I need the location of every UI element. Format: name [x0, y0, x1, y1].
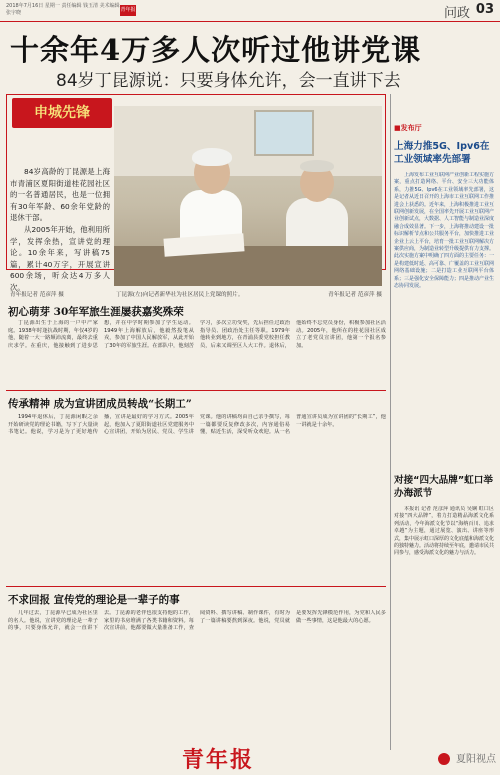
page-header	[0, 0, 500, 22]
photo-window	[254, 110, 314, 156]
section-body-3: 几年过去，丁昆源早已成为社区里的名人。他说，宣讲党的理论是一辈子的事，只要身体允许，就会一直讲下去。丁昆源的老伴也很支持他的工作，家里的书房堆满了各类书籍和资料。每次宣讲前，他都要做大量准备工作，查阅资料、撰写讲稿、制作课件，有时为了一篇讲稿要熬到深夜。他说，党员就是要发挥先锋模范作用，为党和人民多做一些事情，这是他最大的心愿。	[8, 610, 386, 632]
photo-credit: 青年报记者 范彦萍 摄	[328, 292, 382, 298]
photo-caption	[116, 290, 382, 298]
lede-paragraph: 84岁高龄的丁昆源是上海市青浦区夏阳街道桂花园社区的一名普通居民，也是一位拥有30年军龄、60余年党龄的退休干部。	[10, 167, 110, 223]
section-title-3: 不求回报 宣传党的理论是一辈子的事	[8, 594, 180, 606]
section-title-1: 初心萌芽 30年军旅生涯屡获嘉奖殊荣	[8, 306, 184, 318]
subheadline: 84岁丁昆源说：只要身体允许，会一直讲下去	[56, 71, 401, 91]
page-number: 03	[475, 2, 494, 17]
right-article-title-1: 上海力推5G、Ipv6在工业领域率先部署	[394, 141, 490, 165]
section-name: 问政	[443, 6, 470, 21]
right-article-body-2: 本报讯 记者 范彦萍 通讯员 吴娴 虹口区对接“四大品牌”，着力打造精品海派文化系列活动，今年海派文化节以“海纳百川、追求卓越”为主题，通过展览、演出、讲座等形式，集中展示虹口深厚的文化底蕴和海派文化的独特魅力。活动将持续至年底，邀请市民共同参与，感受海派文化的魅力与活力。	[394, 506, 494, 557]
dateline: 2018年7月16日 星期一 责任编辑 钱玉清 美术编辑 张宇晓	[6, 3, 120, 16]
newspaper-masthead: 青年报	[182, 747, 255, 773]
section-body-2: 1994年退休后，丁昆源闲暇之余开始研读党的理论书籍，写下了大量读书笔记。他说，学习是为了更好地传播，宣讲是最好的学习方式。2005年起，他加入了夏阳街道社区党建服务中心宣讲团，开始为居民、党员、学生讲党课。他的讲稿均由自己亲手撰写，每一篇都要反复修改多次，内容通俗易懂，贴近生活，深受听众欢迎。从一名普通宣讲员成为宣讲团的“长期工”，他一讲就是十余年。	[8, 414, 386, 436]
column-badge	[12, 98, 112, 128]
newspaper-logo-mark: 青年报	[120, 5, 136, 16]
lede-text	[10, 166, 110, 294]
section-divider	[6, 586, 386, 587]
lead-photo	[114, 106, 382, 286]
photo-table	[114, 246, 382, 286]
headline-block	[4, 26, 496, 92]
watermark-text: 夏阳视点	[456, 754, 496, 765]
right-column-section-label: ■发布厅	[394, 124, 422, 132]
lede-credit: 青年报记者 范彦萍 摄	[10, 292, 64, 298]
headline: 十余年4万多人次听过他讲党课	[10, 33, 422, 67]
watermark	[438, 750, 496, 765]
section-body-1: 丁昆源出生于上海的一户中产家庭。1938年时逢抗战时期，年仅4岁的他，随着一大一路颠沛流离，最终去重庆求学。在重庆，他接触到了进步思想，并在中学时期参加了学生运动。1949年上海解放后，他毅然投笔从戎，参加了中国人民解放军，从此开始了30年的军旅生涯。在部队中，他刻苦学习，多次立功受奖，先后担任过政治指导员、团政治处主任等职。1979年他转业到地方，在青浦县委党校担任教员，后来又调至区人大工作。退休后，他始终不忘党员身份，积极参加社区活动。2005年，他所在的桂花园社区成立了老党员宣讲团，他第一个报名参加。	[8, 320, 386, 349]
section-title-2: 传承精神 成为宣讲团成员转战“长期工”	[8, 398, 192, 410]
section-divider	[6, 390, 386, 391]
lede-paragraph: 从2005年开始，他利用所学，发挥余热，宣讲党的理论。10余年来，写讲稿75篇，累计40万字，开展宣讲600余场，听众达4万多人次。	[10, 224, 110, 292]
caption-text: 丁昆源(左)向记者新华社为社区居民上党课的照片。	[116, 292, 244, 298]
wechat-icon	[438, 753, 450, 765]
right-article-body-1: 上海发布工业互联网产业创新工程实施方案，重点打造网络、平台、安全三大功能体系，力推5G、Ipv6在工业领域率先部署，这是记者从近日召开的上海市工业互联网工作推进会上获悉的。近年来，上海积极推进工业互联网创新发展，在全国率先开展工业互联网产业创新试点，大数据、人工智能与制造业深度融合成效显著。下一步，上海将推动建设一批标识解析节点和公共服务平台，加快推进工业企业上云上平台，培育一批工业互联网解决方案供应商，为制造业转型升级提供有力支撑。此次实施方案中明确了四方面的主要任务：一是构建低时延、高可靠、广覆盖的工业互联网网络基础设施；二是打造工业互联网平台体系；三是强化安全保障能力；四是推动产业生态协同发展。	[394, 172, 494, 290]
badge-label: 申城先锋	[34, 105, 90, 121]
right-article-title-2: 对接“四大品牌”虹口举办海派节	[394, 475, 493, 499]
